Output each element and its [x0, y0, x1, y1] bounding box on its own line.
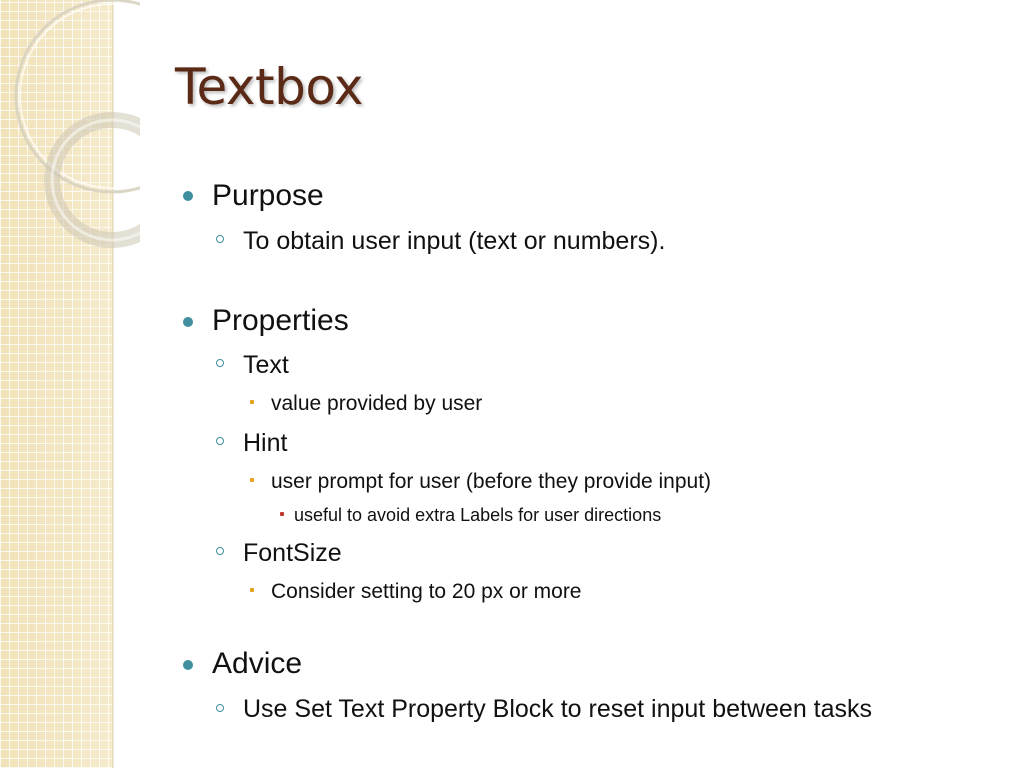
bullet-level2-icon [216, 359, 224, 367]
list-item-text: value provided by user [271, 392, 483, 415]
bullet-level1-icon [183, 317, 193, 327]
bullet-level2-icon [216, 235, 224, 243]
list-item-text: useful to avoid extra Labels for user directions [294, 505, 662, 525]
bullet-level2-icon [216, 547, 224, 555]
section-heading-advice [212, 649, 302, 679]
list-item-text: To obtain user input (text or numbers). [243, 227, 666, 255]
section-heading-text: Properties [212, 304, 349, 337]
bullet-level1-icon [183, 660, 193, 670]
list-item-text: FontSize [243, 539, 342, 567]
list-item-text: Consider setting to 20 px or more [271, 580, 582, 603]
section-heading-text: Advice [212, 647, 303, 680]
section-heading-purpose [212, 181, 324, 211]
section-heading-properties [212, 306, 349, 336]
list-item-property-text [243, 353, 289, 378]
bullet-level3-icon [250, 478, 254, 482]
bullet-level3-icon [250, 400, 254, 404]
list-item-property-text-detail [271, 393, 482, 414]
slide-title: Textbox [175, 58, 364, 116]
list-item-purpose-1 [243, 229, 665, 254]
list-item-property-hint-subdetail [294, 506, 661, 524]
bullet-level1-icon [183, 191, 193, 201]
decorative-rings-icon [0, 0, 140, 260]
list-item-property-hint [243, 431, 287, 456]
bullet-level2-icon [216, 704, 224, 712]
list-item-property-fontsize-detail [271, 581, 582, 602]
list-item-property-fontsize [243, 541, 342, 566]
bullet-level4-icon [280, 512, 284, 516]
list-item-advice-1 [243, 697, 872, 722]
list-item-text: Hint [243, 429, 288, 457]
list-item-property-hint-detail [271, 471, 711, 492]
list-item-text: Use Set Text Property Block to reset input between tasks [243, 695, 873, 723]
section-heading-text: Purpose [212, 179, 324, 212]
bullet-level2-icon [216, 437, 224, 445]
bullet-level3-icon [250, 588, 254, 592]
list-item-text: Text [243, 351, 289, 379]
list-item-text: user prompt for user (before they provide input) [271, 470, 712, 493]
